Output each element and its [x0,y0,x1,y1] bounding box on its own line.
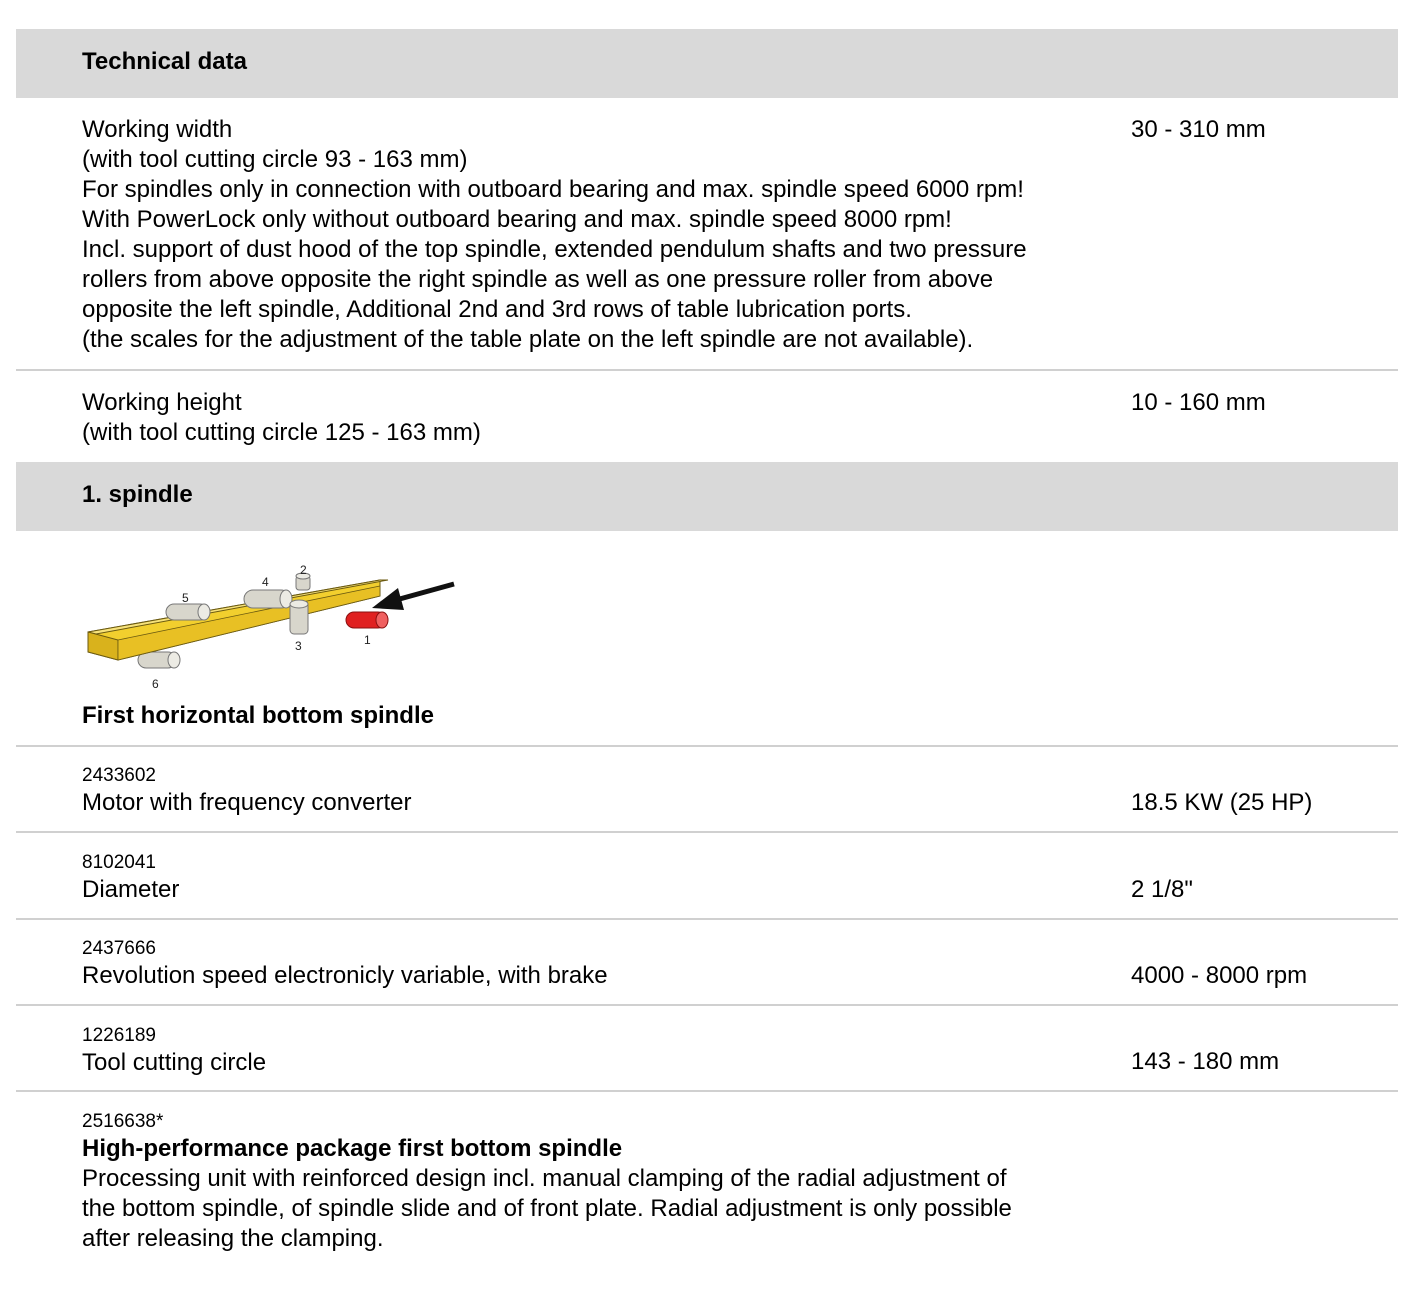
working-width-line: rollers from above opposite the right spindle as well as one pressure roller from above [82,266,994,293]
feed-direction-arrow-icon [372,584,454,610]
working-width-value: 30 - 310 mm [1131,116,1266,143]
article-code: 2433602 [82,765,156,786]
spec-label: Motor with frequency converter [82,789,412,816]
working-width-description [82,115,1122,355]
spec-value: 18.5 KW (25 HP) [1131,789,1313,816]
spec-value: 143 - 180 mm [1131,1048,1280,1075]
row-divider [16,745,1398,747]
technical-data-header [16,29,1398,98]
spec-label: Revolution speed electronicly variable, with brake [82,962,608,989]
roller-6-icon [138,652,180,668]
working-height-line: (with tool cutting circle 125 - 163 mm) [82,419,481,446]
package-title: High-performance package first bottom spindle [82,1135,623,1162]
package-description-line: Processing unit with reinforced design incl. manual clamping of the radial adjustment of [82,1165,1007,1192]
section-title: 1. spindle [82,481,193,508]
row-divider [16,369,1398,371]
diagram-label: 3 [295,639,302,653]
spindle-1-icon [346,612,388,628]
diagram-label: 4 [262,575,269,589]
roller-3-icon [290,600,308,634]
working-width-line: (the scales for the adjustment of the table plate on the left spindle are not available). [82,326,974,353]
package-description-line: after releasing the clamping. [82,1225,384,1252]
working-width-line: opposite the left spindle, Additional 2nd and 3rd rows of table lubrication ports. [82,296,912,323]
article-code: 8102041 [82,852,156,873]
working-height-line: Working height [82,389,242,416]
section-title: Technical data [82,48,247,75]
row-divider [16,1090,1398,1092]
diagram-label: 5 [182,591,189,605]
working-height-value: 10 - 160 mm [1131,389,1266,416]
package-description-line: the bottom spindle, of spindle slide and of front plate. Radial adjustment is only possible [82,1195,1012,1222]
working-height-description [82,388,1122,448]
spec-label: Tool cutting circle [82,1049,267,1076]
article-code: 2437666 [82,938,156,959]
spindle-header [16,462,1398,531]
roller-4-icon [244,590,292,608]
working-width-line: Working width [82,116,233,143]
spec-row [82,850,1122,905]
working-width-line: With PowerLock only without outboard bearing and max. spindle speed 8000 rpm! [82,206,952,233]
spec-label: Diameter [82,876,180,903]
working-width-line: For spindles only in connection with outboard bearing and max. spindle speed 6000 rpm! [82,176,1024,203]
working-width-line: Incl. support of dust hood of the top spindle, extended pendulum shafts and two pressure [82,236,1027,263]
spec-row [82,763,1122,818]
diagram-label: 2 [300,563,307,577]
working-width-line: (with tool cutting circle 93 - 163 mm) [82,146,468,173]
article-code: 2516638* [82,1111,164,1132]
row-divider [16,831,1398,833]
package-row [82,1109,1122,1254]
workpiece-icon [88,580,388,660]
spec-value: 2 1/8" [1131,876,1193,903]
diagram-label: 6 [152,677,159,691]
article-code: 1226189 [82,1025,156,1046]
spec-row [82,936,1122,991]
row-divider [16,1004,1398,1006]
spindle-diagram [80,556,470,696]
spindle-caption: First horizontal bottom spindle [82,702,434,729]
roller-5-icon [166,604,210,620]
spec-value: 4000 - 8000 rpm [1131,962,1308,989]
row-divider [16,918,1398,920]
diagram-label: 1 [364,633,371,647]
spec-row [82,1023,1122,1078]
